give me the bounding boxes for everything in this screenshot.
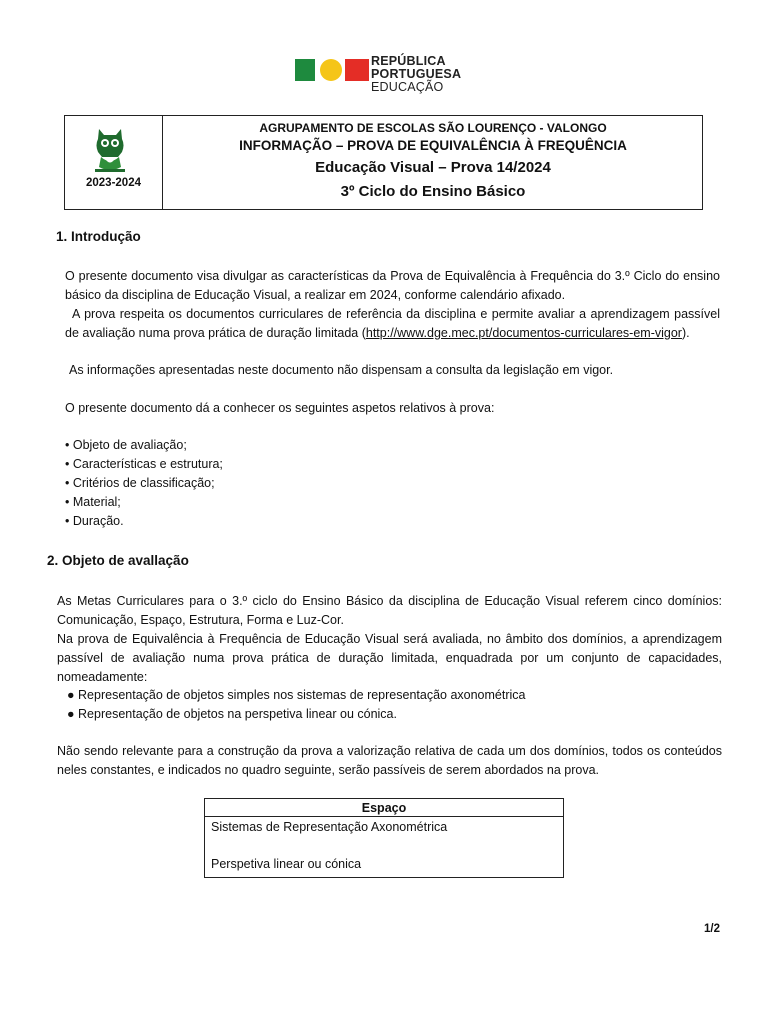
logo-line2: PORTUGUESA	[371, 67, 462, 81]
section-1-title: 1. Introdução	[56, 229, 141, 244]
intro-paragraph-3: As informações apresentadas neste documento não dispensam a consulta da legislação em vigor.	[69, 363, 614, 377]
objeto-paragraph-2: Na prova de Equivalência à Frequência de Educação Visual será avaliada, no âmbito dos domínios, a aprendizagem passível de avaliação numa prova prática de duração limitada, enquadrada por um conjunto de capacidades, nomeadamente:	[57, 632, 722, 684]
table-cell	[205, 817, 564, 878]
objeto-paragraph-3: Não sendo relevante para a construção da prova a valorização relativa de cada um dos domínios, todos os conteúdos neles constantes, e indicados no quadro seguinte, serão passíveis de serem abordados na prova.	[57, 744, 722, 777]
list-item: • Material;	[65, 495, 121, 509]
table-row	[205, 817, 564, 878]
table-cell-line: Sistemas de Representação Axonométrica	[211, 820, 448, 834]
table-header: Espaço	[205, 799, 564, 817]
intro-paragraph-1: O presente documento visa divulgar as características da Prova de Equivalência à Frequência do 3.º Ciclo do ensino básico da disciplina de Educação Visual, a realizar em 2024, conforme calendário afixado.	[65, 269, 720, 302]
logo-line1: REPÚBLICA	[371, 54, 446, 68]
school-emblem-cell	[65, 116, 163, 209]
ciclo-title: 3º Ciclo do Ensino Básico	[340, 183, 526, 200]
list-item: • Objeto de avaliação;	[65, 438, 187, 452]
prova-title: Educação Visual – Prova 14/2024	[315, 159, 551, 176]
intro-paragraph-2-text: A prova respeita os documentos curriculares de referência da disciplina e permite avaliar a aprendizagem passível de avaliação numa prova prática de duração limitada (	[65, 307, 720, 340]
agrupamento-title: AGRUPAMENTO DE ESCOLAS SÃO LOURENÇO - VALONGO	[259, 121, 607, 135]
owl-emblem-icon	[91, 125, 129, 175]
table-cell-spacer	[211, 837, 557, 856]
section-2-title: 2. Objeto de avallação	[47, 553, 189, 568]
portuguese-flag-icon	[295, 59, 369, 81]
intro-paragraph-2-end: ).	[681, 326, 690, 340]
dge-curriculum-link[interactable]: http://www.dge.mec.pt/documentos-curriculares-em-vigor	[365, 326, 682, 340]
republica-portuguesa-logo	[289, 49, 477, 101]
logo-text	[371, 55, 461, 94]
document-header	[64, 115, 703, 210]
list-item: • Características e estrutura;	[65, 457, 223, 471]
table-header-row	[205, 799, 564, 817]
objeto-paragraph-1: As Metas Curriculares para o 3.º ciclo do Ensino Básico da disciplina de Educação Visual referem cinco domínios: Comunicação, Espaço, Estrutura, Forma e Luz-Cor.	[57, 594, 722, 627]
list-item: ● Representação de objetos simples nos sistemas de representação axonométrica	[67, 688, 526, 702]
list-item: • Duração.	[65, 514, 124, 528]
informacao-title: INFORMAÇÃO – PROVA DE EQUIVALÊNCIA À FREQUÊNCIA	[239, 138, 627, 153]
header-titles	[163, 116, 703, 209]
intro-paragraph-4: O presente documento dá a conhecer os seguintes aspetos relativos à prova:	[65, 401, 495, 415]
logo-line3: EDUCAÇÃO	[371, 80, 444, 94]
page-number: 1/2	[704, 923, 720, 935]
espaco-table	[204, 798, 564, 878]
school-year: 2023-2024	[86, 177, 141, 189]
list-item: • Critérios de classificação;	[65, 476, 215, 490]
table-cell-line: Perspetiva linear ou cónica	[211, 857, 362, 871]
intro-paragraph-2	[65, 305, 720, 343]
list-item: ● Representação de objetos na perspetiva linear ou cónica.	[67, 707, 397, 721]
